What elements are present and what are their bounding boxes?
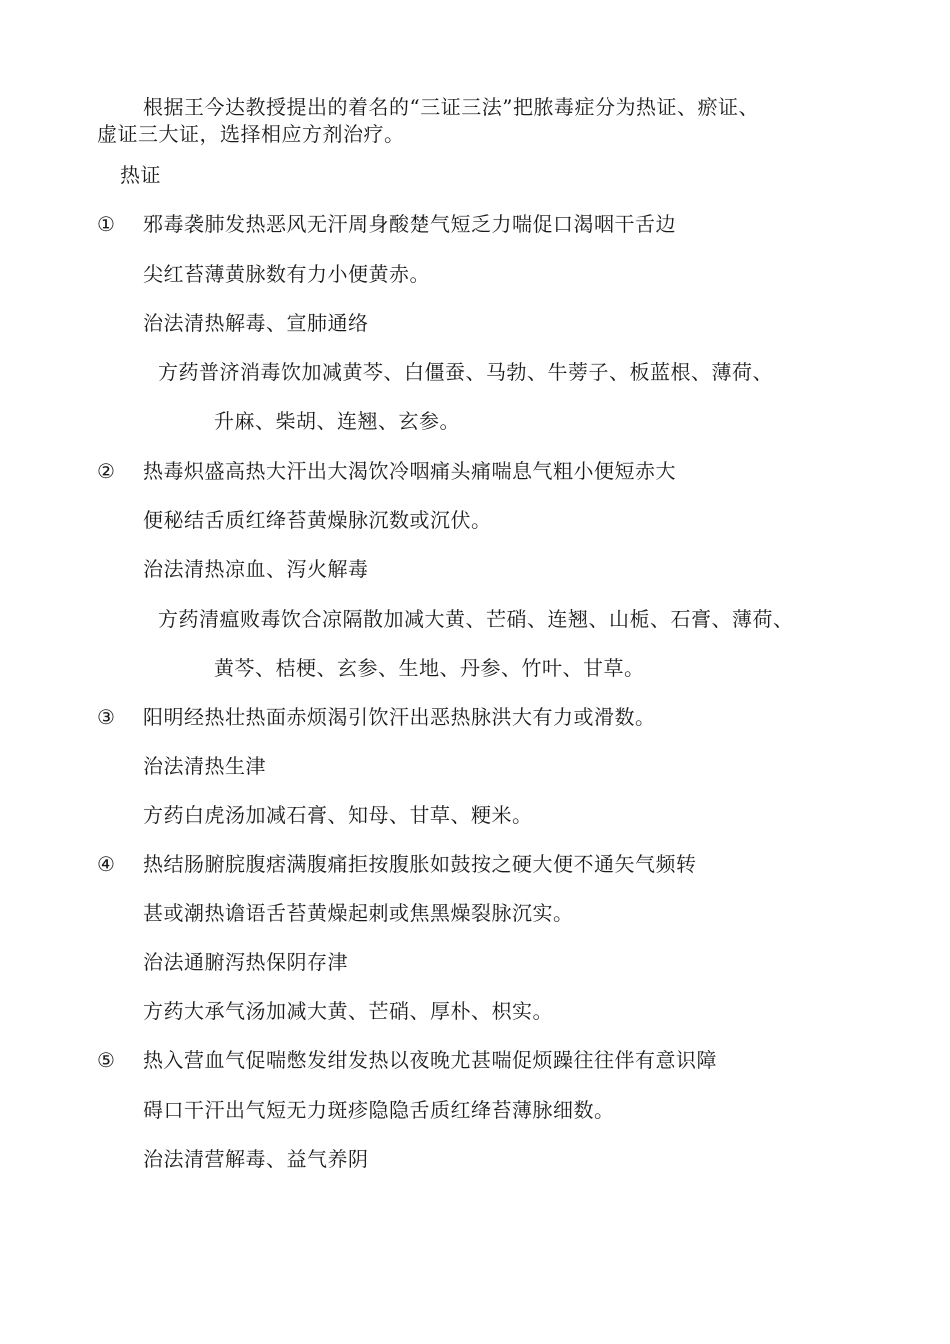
item-symptom-line-2: 甚或潮热谵语舌苔黄燥起刺或焦黑燥裂脉沉实。	[143, 901, 574, 925]
item-marker: ①	[97, 212, 115, 236]
item-marker: ③	[97, 705, 115, 729]
item-method: 治法清热解毒、宣肺通络	[143, 311, 369, 335]
item-symptom-line-1: 热结肠腑脘腹痞满腹痛拒按腹胀如鼓按之硬大便不通矢气频转	[143, 852, 697, 876]
item-symptom-line-1: 热入营血气促喘憋发绀发热以夜晚尤甚喘促烦躁往往伴有意识障	[143, 1048, 717, 1072]
item-formula-line-2: 升麻、柴胡、连翘、玄参。	[214, 409, 460, 433]
intro-line-2: 虚证三大证，选择相应方剂治疗。	[97, 122, 405, 146]
item-formula-line-1: 方药大承气汤加减大黄、芒硝、厚朴、枳实。	[143, 999, 553, 1023]
item-method: 治法清热生津	[143, 754, 266, 778]
item-symptom-line-2: 便秘结舌质红绛苔黄燥脉沉数或沉伏。	[143, 508, 492, 532]
intro-line-1: 根据王今达教授提出的着名的“三证三法”把脓毒症分为热证、瘀证、	[143, 95, 759, 119]
item-marker: ②	[97, 459, 115, 483]
item-method: 治法清热凉血、泻火解毒	[143, 557, 369, 581]
item-symptom-line-1: 阳明经热壮热面赤烦渴引饮汗出恶热脉洪大有力或滑数。	[143, 705, 656, 729]
section-heading: 热证	[120, 163, 161, 187]
item-method: 治法通腑泻热保阴存津	[143, 950, 348, 974]
item-symptom-line-1: 热毒炽盛高热大汗出大渴饮冷咽痛头痛喘息气粗小便短赤大	[143, 459, 676, 483]
item-symptom-line-1: 邪毒袭肺发热恶风无汗周身酸楚气短乏力喘促口渴咽干舌边	[143, 212, 676, 236]
item-formula-line-1: 方药普济消毒饮加减黄芩、白僵蚕、马勃、牛蒡子、板蓝根、薄荷、	[158, 360, 773, 384]
item-formula-line-2: 黄芩、桔梗、玄参、生地、丹参、竹叶、甘草。	[214, 656, 645, 680]
item-marker: ④	[97, 852, 115, 876]
item-marker: ⑤	[97, 1048, 115, 1072]
item-formula-line-1: 方药白虎汤加减石膏、知母、甘草、粳米。	[143, 803, 533, 827]
item-symptom-line-2: 碍口干汗出气短无力斑疹隐隐舌质红绛苔薄脉细数。	[143, 1098, 615, 1122]
item-symptom-line-2: 尖红苔薄黄脉数有力小便黄赤。	[143, 262, 430, 286]
item-method: 治法清营解毒、益气养阴	[143, 1147, 369, 1171]
item-formula-line-1: 方药清瘟败毒饮合凉隔散加减大黄、芒硝、连翘、山栀、石膏、薄荷、	[158, 607, 794, 631]
